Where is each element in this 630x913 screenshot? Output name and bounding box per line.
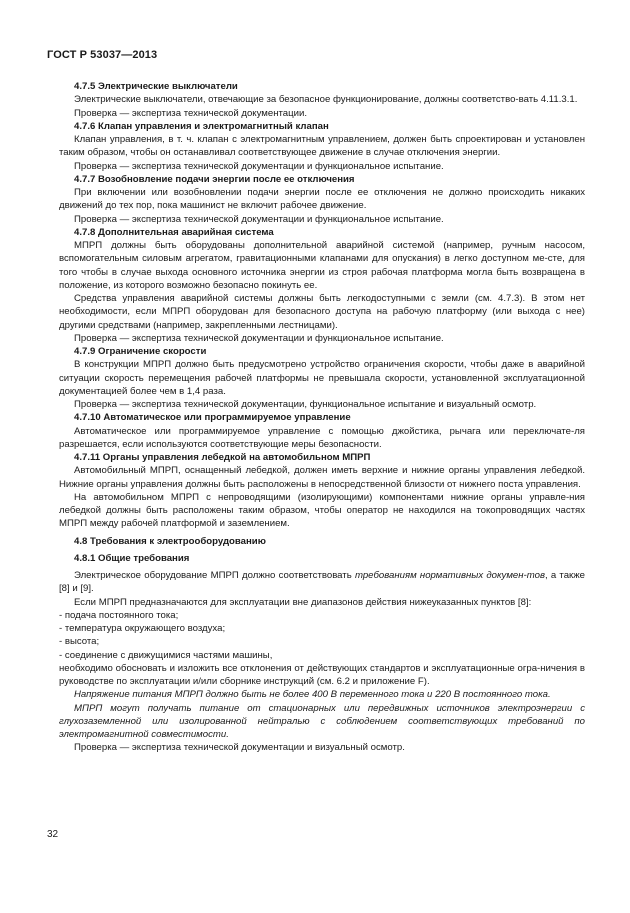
paragraph-text: 4.7.9 Ограничение скорости bbox=[74, 346, 207, 357]
paragraph bbox=[59, 358, 585, 398]
paragraph bbox=[59, 491, 585, 531]
paragraph-text: Проверка — экспертиза технической документации и функциональное испытание. bbox=[74, 160, 444, 172]
section-heading bbox=[59, 451, 585, 464]
paragraph-text: 4.7.7 Возобновление подачи энергии после ее отключения bbox=[74, 173, 355, 185]
paragraph bbox=[59, 622, 585, 635]
section-heading bbox=[59, 80, 585, 93]
paragraph-text: Автомобильный МПРП, оснащенный лебедкой, должен иметь верхние и нижние органы управления лебедкой. Нижние органы управления должны быть расположены в непосредственной близости от нижнего поста управления. bbox=[59, 465, 585, 490]
paragraph bbox=[59, 741, 585, 754]
paragraph bbox=[59, 292, 585, 332]
paragraph-text: - соединение с движущимися частями машины, bbox=[59, 649, 273, 661]
paragraph-text: МПРП могут получать питание от стационарных или передвижных источников электроэнергии с глухозаземленной или изолированной нейтралью с соблюдением соответствующих требований по электромагнитной совместимости. bbox=[59, 702, 585, 740]
section-heading bbox=[59, 226, 585, 239]
paragraph-text: Проверка — экспертиза технической документации и визуальный осмотр. bbox=[74, 742, 405, 754]
italic-fragment: требованиям нормативных докумен-тов bbox=[354, 570, 545, 581]
paragraph bbox=[59, 107, 585, 120]
section-heading bbox=[59, 535, 585, 548]
paragraph-text: необходимо обосновать и изложить все отклонения от действующих стандартов и эксплуатационные огра-ничения в руководстве по эксплуатации и/или сборнике инструкций (см. 6.2 и приложение F). bbox=[59, 662, 585, 687]
paragraph-text: 4.7.10 Автоматическое или программируемое управление bbox=[74, 412, 351, 424]
paragraph bbox=[59, 425, 585, 452]
paragraph-text: - высота; bbox=[59, 636, 100, 648]
paragraph bbox=[59, 702, 585, 742]
paragraph bbox=[59, 569, 585, 596]
paragraph bbox=[59, 609, 585, 622]
paragraph-text: 4.7.6 Клапан управления и электромагнитный клапан bbox=[74, 120, 329, 132]
paragraph-text: Проверка — экспертиза технической документации. bbox=[74, 107, 308, 119]
paragraph-text: Электрическое оборудование МПРП должно соответствовать bbox=[74, 570, 355, 581]
paragraph-text: - температура окружающего воздуха; bbox=[59, 623, 226, 634]
paragraph-text: Если МПРП предназначаются для эксплуатации вне диапазонов действия нижеуказанных пунктов [8]: bbox=[74, 596, 532, 608]
paragraph bbox=[59, 239, 585, 292]
paragraph bbox=[59, 635, 585, 648]
standard-header: ГОСТ Р 53037—2013 bbox=[47, 49, 158, 61]
paragraph-text: МПРП должны быть оборудованы дополнительной аварийной системой (например, ручным насосом, вспомогательным силовым агрегатом, гравитационными клапанами для опускания) в легко доступном ме-сте, для того чтобы в случае выхода основного источника энергии из строя рабочая платформа могла быть возвращена в положение, из которого возможно безопасно покинуть ее. bbox=[59, 240, 585, 291]
paragraph-text: При включении или возобновлении подачи энергии после ее отключения не должно происходить никаких движений до тех пор, пока машинист не включит рабочее движение. bbox=[59, 187, 585, 212]
paragraph bbox=[59, 464, 585, 491]
paragraph-text: Проверка — экспертиза технической документации и функциональное испытание. bbox=[74, 213, 444, 225]
paragraph-text: Напряжение питания МПРП должно быть не более 400 В переменного тока и 220 В постоянного тока. bbox=[74, 689, 551, 701]
paragraph-text: 4.7.8 Дополнительная аварийная система bbox=[74, 226, 274, 238]
paragraph-text: На автомобильном МПРП с непроводящими (изолирующими) компонентами нижние органы управле-ния лебедкой должны быть расположены таким образом, чтобы оператор не находился на токопроводящих частях МПРП между рабочей платформой и заземлением. bbox=[59, 491, 585, 530]
paragraph-text: - подача постоянного тока; bbox=[59, 609, 179, 621]
document-body bbox=[59, 80, 585, 755]
paragraph-tail: , а также [8] и [9]. bbox=[59, 570, 585, 595]
paragraph-text: 4.7.5 Электрические выключатели bbox=[74, 81, 238, 92]
paragraph bbox=[59, 596, 585, 609]
paragraph-text: 4.7.11 Органы управления лебедкой на автомобильном МПРП bbox=[74, 452, 371, 463]
paragraph bbox=[59, 133, 585, 160]
paragraph bbox=[59, 332, 585, 345]
paragraph-text: Проверка — экспертиза технической документации и функциональное испытание. bbox=[74, 332, 444, 344]
page-number: 32 bbox=[47, 829, 59, 840]
section-heading bbox=[59, 173, 585, 186]
paragraph bbox=[59, 93, 585, 106]
paragraph bbox=[59, 688, 585, 701]
section-heading bbox=[59, 120, 585, 133]
paragraph-text: В конструкции МПРП должно быть предусмотрено устройство ограничения скорости, чтобы даже в аварийной ситуации скорость перемещения рабочей платформы не превышала скорости, установленной эксплуатационной документацией более чем в 1,4 раза. bbox=[59, 359, 585, 397]
paragraph bbox=[59, 160, 585, 173]
paragraph-text: Автоматическое или программируемое управление с помощью джойстика, рычага или переключате-ля разрешается, если используются соответствующие меры безопасности. bbox=[59, 425, 585, 450]
paragraph-text: Электрические выключатели, отвечающие за безопасное функционирование, должны соответство-вать 4.11.3.1. bbox=[74, 94, 578, 106]
paragraph bbox=[59, 649, 585, 662]
paragraph-text: Клапан управления, в т. ч. клапан с электромагнитным управлением, должен быть спроектирован и установлен таким образом, чтобы он останавливал соответствующее движение в случае отключения энергии. bbox=[59, 134, 585, 159]
paragraph-text: 4.8.1 Общие требования bbox=[74, 552, 190, 564]
section-heading bbox=[59, 411, 585, 424]
section-heading bbox=[59, 552, 585, 565]
paragraph-text: 4.8 Требования к электрооборудованию bbox=[74, 535, 266, 547]
paragraph-text: Средства управления аварийной системы должны быть легкодоступными с земли (см. 4.7.3). В этом нет необходимости, если МПРП оборудован для безопасного доступа на рабочую платформу (или выхода с нее) другими средствами (например, закрепленными лестницами). bbox=[59, 293, 585, 331]
paragraph bbox=[59, 186, 585, 213]
paragraph bbox=[59, 662, 585, 689]
paragraph bbox=[59, 213, 585, 226]
paragraph bbox=[59, 398, 585, 411]
paragraph-text: Проверка — экспертиза технической документации, функциональное испытание и визуальный осмотр. bbox=[74, 399, 537, 410]
section-heading bbox=[59, 345, 585, 358]
